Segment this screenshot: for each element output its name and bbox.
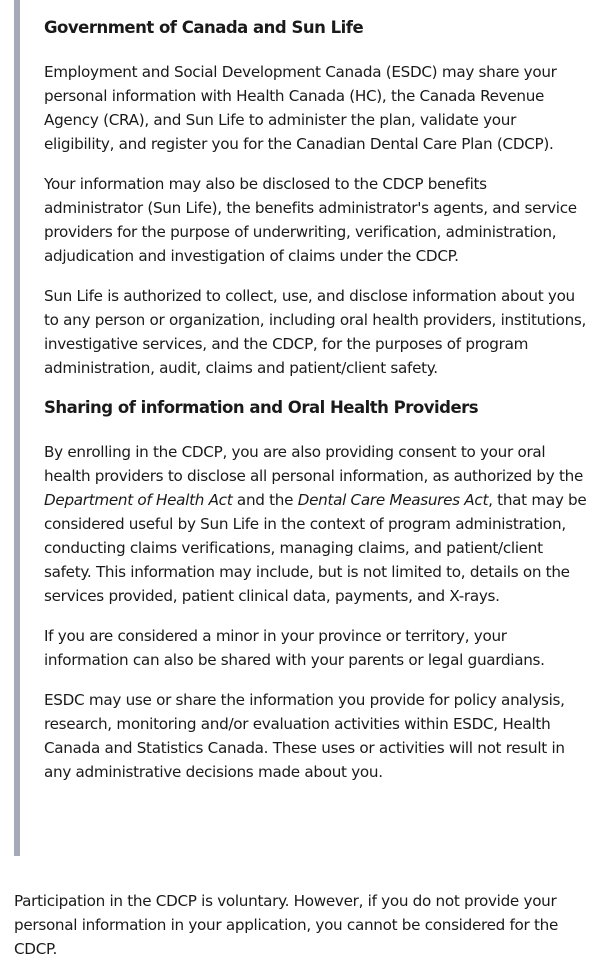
sun-life-authorization-paragraph: Sun Life is authorized to collect, use, and disclose information about you to any person or organization, including oral health providers, institutions, investigative services, and the CDCP, for the purposes of program administration, audit, claims and patient/client safety. — [44, 287, 587, 377]
esdc-sharing-paragraph: Employment and Social Development Canada (ESDC) may share your personal information with Health Canada (HC), the Canada Revenue Agency (CRA), and Sun Life to administer the plan, validate your eligibility, and register you for the Canadian Dental Care Plan (CDCP). — [44, 63, 557, 153]
voluntary-participation-paragraph: Participation in the CDCP is voluntary. However, if you do not provide your personal information in your application, you cannot be considered for the CDCP. — [14, 892, 559, 958]
policy-analysis-paragraph: ESDC may use or share the information you provide for policy analysis, research, monitoring and/or evaluation activities within ESDC, Health Canada and Statistics Canada. These uses or activities will not result in any administrative decisions made about you. — [44, 691, 565, 781]
dental-care-measures-act: Dental Care Measures Act — [297, 491, 489, 509]
section-heading-government-sun-life: Government of Canada and Sun Life — [44, 18, 364, 37]
consent-text-part1: By enrolling in the CDCP, you are also providing consent to your oral health providers to disclose all personal information, as authorized by the — [44, 443, 583, 485]
benefits-administrator-paragraph: Your information may also be disclosed to the CDCP benefits administrator (Sun Life), the benefits administrator's agents, and service providers for the purpose of underwriting, verification, administration, adjudication and investigation of claims under the CDCP. — [44, 175, 577, 265]
department-of-health-act: Department of Health Act — [44, 491, 233, 509]
minor-paragraph: If you are considered a minor in your province or territory, your information can also be shared with your parents or legal guardians. — [44, 627, 545, 669]
section-heading-oral-health-providers: Sharing of information and Oral Health Providers — [44, 398, 479, 417]
consent-text-part3: , that may be considered useful by Sun Life in the context of program administration, conducting claims verifications, managing claims, and patient/client safety. This information may include, but is not limited to, details on the services provided, patient clinical data, payments, and X-rays. — [44, 491, 587, 605]
consent-text-part2: and the — [232, 491, 298, 509]
consent-paragraph — [44, 440, 589, 608]
privacy-blockquote — [14, 0, 589, 856]
